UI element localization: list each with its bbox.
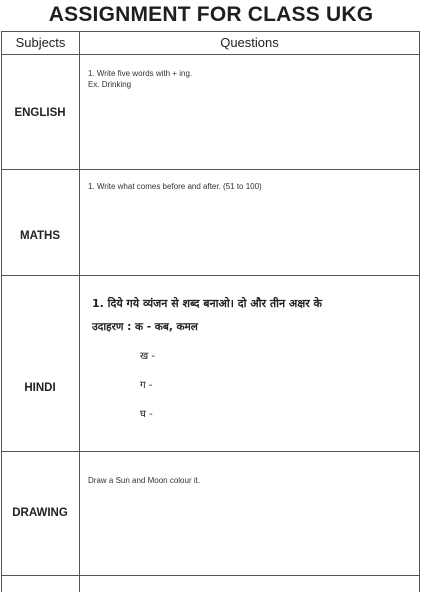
hindi-question: 1. दिये गये व्यंजन से शब्द बनाओ। दो और तीन अक्षर के [92,297,322,310]
hindi-item-gha: घ - [140,409,153,420]
hindi-item-kha: ख - [140,351,155,362]
table-border-top [1,31,420,32]
subject-drawing: DRAWING [12,507,68,519]
hindi-example: उदाहरण : क - कब, कमल [92,321,198,333]
row-divider-drawing [1,575,420,576]
subject-english: ENGLISH [14,107,66,119]
column-divider [79,31,80,592]
row-divider-english [1,169,420,170]
maths-question: 1. Write what comes before and after. (51 to 100) [88,182,262,191]
english-example: Ex. Drinking [88,80,132,89]
row-divider-hindi [1,451,420,452]
header-questions: Questions [220,35,279,50]
english-question: 1. Write five words with + ing. [88,69,193,78]
page-title: ASSIGNMENT FOR CLASS UKG [48,3,374,26]
row-divider-maths [1,275,420,276]
drawing-question: Draw a Sun and Moon colour it. [88,476,201,485]
header-subjects: Subjects [15,35,66,50]
table-border-right [419,31,420,592]
header-divider [1,54,420,55]
subject-maths: MATHS [19,230,61,242]
hindi-item-ga: ग - [140,380,153,391]
subject-hindi: HINDI [24,382,56,394]
